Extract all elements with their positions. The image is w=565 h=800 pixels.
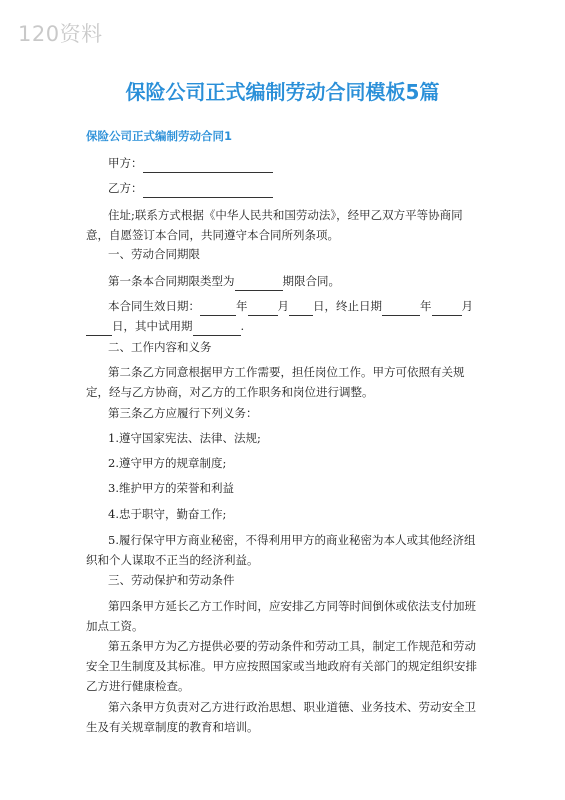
section-heading-term: 一、劳动合同期限 (108, 247, 200, 261)
article-1-dates (86, 296, 481, 336)
article-1-pre: 第一条本合同期限类型为 (108, 274, 235, 288)
end-year-label: 年 (420, 299, 432, 313)
party-b-label: 乙方： (108, 181, 143, 195)
effective-date-label: 本合同生效日期： (108, 299, 200, 313)
end-date-label: 日，终止日期 (313, 299, 382, 313)
end-month-label: 月 (461, 299, 473, 313)
watermark-logo: 120资料 (18, 22, 103, 46)
month-blank (248, 301, 278, 316)
section-heading-protection: 三、劳动保护和劳动条件 (108, 573, 235, 587)
party-b-line (108, 178, 273, 198)
party-a-blank (143, 158, 273, 173)
party-a-label: 甲方： (108, 156, 143, 170)
day-blank (289, 301, 313, 316)
section-heading-work: 二、工作内容和义务 (108, 340, 212, 354)
article-1 (86, 271, 481, 291)
party-a-line (108, 153, 273, 173)
list-item: 5.履行保守甲方商业秘密，不得利用甲方的商业秘密为本人或其他经济组织和个人谋取不正当的经济利益。 (86, 533, 476, 567)
list-item: 4.忠于职守，勤奋工作; (108, 507, 227, 521)
party-b-blank (143, 183, 273, 198)
end-month-blank (432, 301, 462, 316)
probation-label: 日，其中试用期 (112, 319, 193, 333)
end-day-blank (86, 321, 112, 336)
list-item: 1.遵守国家宪法、法律、法规; (108, 431, 261, 445)
probation-blank (193, 321, 241, 336)
year-blank (200, 301, 236, 316)
article-3: 第三条乙方应履行下列义务： (108, 406, 258, 420)
month-label: 月 (277, 299, 289, 313)
end-year-blank (382, 301, 420, 316)
year-label: 年 (236, 299, 248, 313)
article-6: 第六条甲方负责对乙方进行政治思想、职业道德、业务技术、劳动安全卫生及有关规章制度的教育和培训。 (86, 700, 476, 734)
list-item: 3.维护甲方的荣誉和利益 (108, 481, 234, 495)
paragraph-address: 住址;联系方式根据《中华人民共和国劳动法》，经甲乙双方平等协商同意，自愿签订本合同，共同遵守本合同所列条项。 (86, 208, 463, 242)
article-1-post: 期限合同。 (282, 274, 340, 288)
contract-type-blank (235, 276, 283, 291)
list-item: 2.遵守甲方的规章制度; (108, 456, 227, 470)
article-4: 第四条甲方延长乙方工作时间，应安排乙方同等时间倒休或依法支付加班加点工资。 (86, 599, 476, 633)
document-title: 保险公司正式编制劳动合同模板5篇 (125, 80, 440, 104)
article-5: 第五条甲方为乙方提供必要的劳动条件和劳动工具，制定工作规范和劳动安全卫生制度及其标准。甲方应按照国家或当地政府有关部门的规定组织安排乙方进行健康检查。 (86, 639, 477, 693)
sentence-end: . (240, 319, 245, 333)
section-heading: 保险公司正式编制劳动合同1 (86, 129, 233, 143)
article-2: 第二条乙方同意根据甲方工作需要，担任岗位工作。甲方可依照有关规定，经与乙方协商，对乙方的工作职务和岗位进行调整。 (86, 365, 465, 399)
